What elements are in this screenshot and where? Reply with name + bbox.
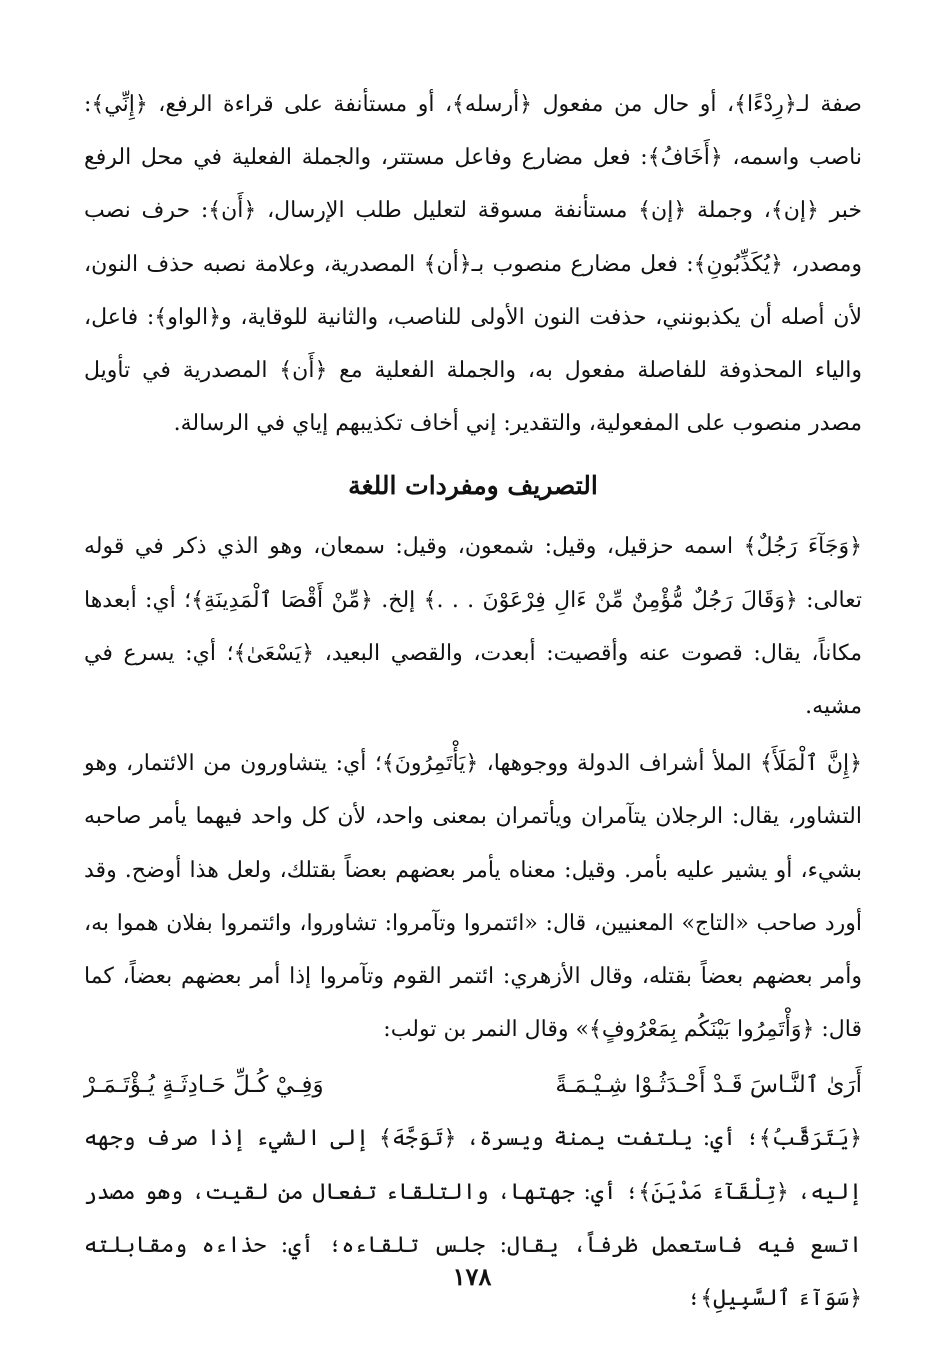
- paragraph-vocabulary-watching: ﴿يَتَرَقَّبُ﴾؛ أي: يلتفت يمنة ويسرة، ﴿تَوَجَّهَ﴾ إلى الشيء إذا صرف وجهه إليه، ﴿تِلْقَآءَ مَدْيَنَ﴾؛ أي: جهتها، والتلقاء تفعال من لقيت، وهو مصدر اتسع فيه فاستعمل ظرفاً، يقال: جلس تلقاءه؛ أي: حذاءه ومقابلته ﴿سَوَآءَ ٱلسَّبِيلِ﴾؛: [84, 1126, 862, 1312]
- poetry-verse: [84, 1058, 862, 1112]
- verse-second-hemistich: وَفِـيْ كُـلِّ حَـادِثَـةٍ يُـؤْتَـمَـرْ: [84, 1072, 324, 1099]
- intro-paragraph: صفة لـ﴿رِدْءًا﴾، أو حال من مفعول ﴿أرسله﴾، أو مستأنفة على قراءة الرفع، ﴿إِنِّي﴾: ناصب واسمه، ﴿أَخَافُ﴾: فعل مضارع وفاعل مستتر، والجملة الفعلية في محل الرفع خبر ﴿إن﴾، وجملة ﴿إن﴾ مستأنفة مسوقة لتعليل طلب الإرسال، ﴿أَن﴾: حرف نصب ومصدر، ﴿يُكَذِّبُونِ﴾: فعل مضارع منصوب بـ﴿أن﴾ المصدرية، وعلامة نصبه حذف النون، لأن أصله أن يكذبونني، حذفت النون الأولى للناصب، والثانية للوقاية، و﴿الواو﴾: فاعل، والياء المحذوفة للفاصلة مفعول به، والجملة الفعلية مع ﴿أَن﴾ المصدرية في تأويل مصدر منصوب على المفعولية، والتقدير: إني أخاف تكذيبهم إياي في الرسالة.: [84, 92, 863, 437]
- paragraph-vocabulary-man: ﴿وَجَآءَ رَجُلٌ﴾ اسمه حزقيل، وقيل: شمعون، وقيل: سمعان، وهو الذي ذكر في قوله تعالى: ﴿وَقَالَ رَجُلٌ مُّؤْمِنٌ مِّنْ ءَالِ فِرْعَوْنَ . . .﴾ إلخ. ﴿مِّنْ أَقْصَا ٱلْمَدِينَةِ﴾؛ أي: أبعدها مكاناً، يقال: قصوت عنه وأقصيت: أبعدت، والقصي البعيد، ﴿يَسْعَىٰ﴾؛ أي: يسرع في مشيه.: [84, 534, 863, 720]
- page-number: ١٧٨: [452, 1262, 492, 1291]
- verse-first-hemistich: أَرَىٰ ٱلنَّـاسَ قَـدْ أَحْـدَثُـوْا شِـيْـمَـةً: [555, 1072, 862, 1099]
- page-content: [84, 78, 862, 1325]
- section-heading: التصريف ومفردات اللغة: [348, 471, 598, 501]
- paragraph-vocabulary-chiefs: ﴿إِنَّ ٱلْمَلَأَ﴾ الملأ أشراف الدولة ووجوهها، ﴿يَأْتَمِرُونَ﴾؛ أي: يتشاورون من الائتمار، وهو التشاور، يقال: الرجلان يتآمران ويأتمران بمعنى واحد، لأن كل واحد فيهما يأمر صاحبه بشيء، أو يشير عليه بأمر. وقيل: معناه يأمر بعضهم بعضاً بقتلك، ولعل هذا أوضح. وقد أورد صاحب «التاج» المعنيين، قال: «ائتمروا وتآمروا: تشاوروا، وائتمروا بفلان هموا به، وأمر بعضهم بعضاً بقتله، وقال الأزهري: ائتمر القوم وتآمروا إذا أمر بعضهم بعضاً، كما قال: ﴿وَأْتَمِرُوا بَيْنَكُم بِمَعْرُوفٍ﴾» وقال النمر بن تولب:: [84, 751, 862, 1043]
